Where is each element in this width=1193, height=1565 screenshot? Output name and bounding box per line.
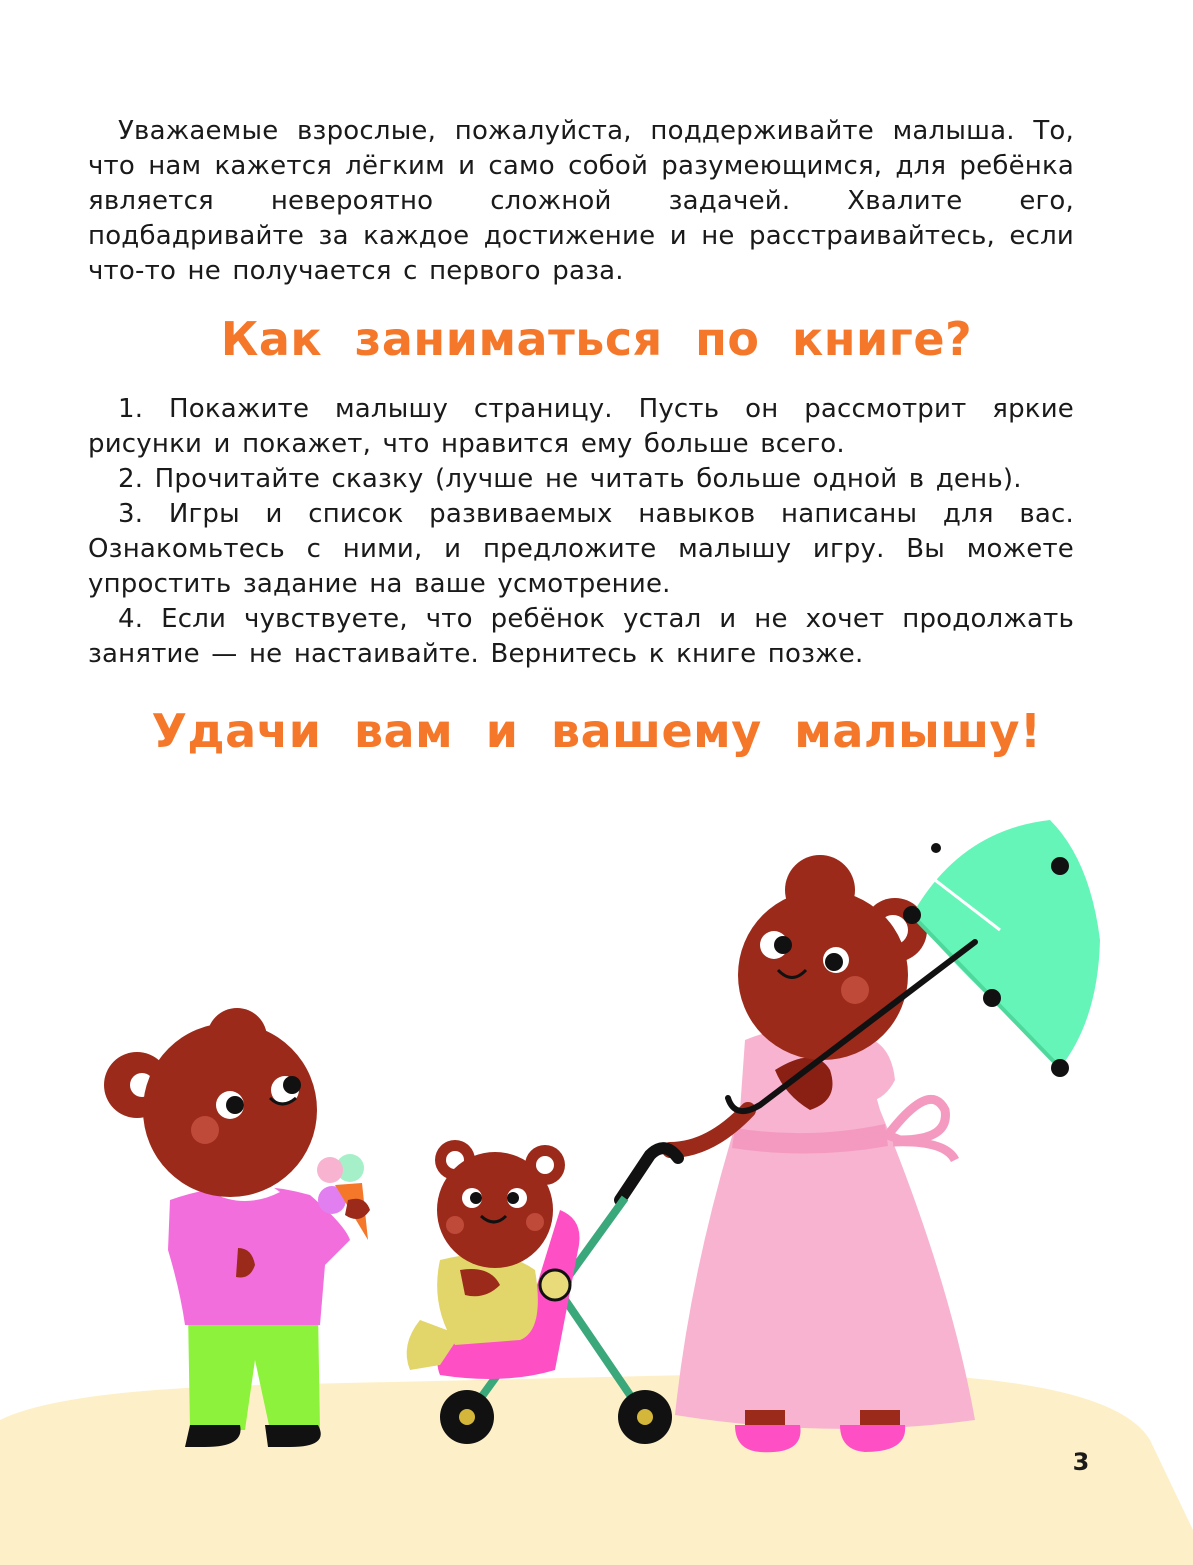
- heading-good-luck: Удачи вам и вашему малышу!: [151, 704, 1042, 758]
- step-item: 3. Игры и список развиваемых навыков написаны для вас. Ознакомьтесь с ними, и предложите малышу игру. Вы можете упростить задание на ваше усмотрение.: [88, 499, 1074, 599]
- child-bear: [104, 1008, 370, 1447]
- page-number: 3: [1072, 1448, 1090, 1476]
- step-item: 4. Если чувствуете, что ребёнок устал и не хочет продолжать занятие — не настаивайте. Вернитесь к книге позже.: [88, 604, 1074, 669]
- step-item: 1. Покажите малышу страницу. Пусть он рассмотрит яркие рисунки и покажет, что нравится ему больше всего.: [88, 394, 1074, 459]
- heading-how-to-use: Как заниматься по книге?: [220, 312, 973, 366]
- steps-list: [88, 392, 1074, 672]
- ground: [0, 1372, 1193, 1565]
- step-item: 2. Прочитайте сказку (лучше не читать больше одной в день).: [118, 464, 1022, 494]
- bear-family-illustration: [0, 800, 1193, 1565]
- mother-bear: [670, 855, 975, 1452]
- intro-paragraph: Уважаемые взрослые, пожалуйста, поддерживайте малыша. То, что нам кажется лёгким и само собой разумеющимся, для ребёнка является невероятно сложной задачей. Хвалите его, подбадривайте за каждое достижение и не расстраивайтесь, если что-то не получается с первого раза.: [88, 116, 1074, 286]
